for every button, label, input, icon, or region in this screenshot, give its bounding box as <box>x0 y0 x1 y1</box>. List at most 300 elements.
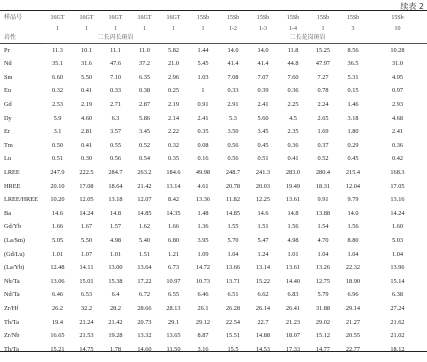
table-row <box>0 71 427 85</box>
table-cell: 2.14 <box>167 114 180 122</box>
table-cell: 29.02 <box>315 318 331 326</box>
row-label: Er <box>4 128 10 136</box>
table-cell: 283.0 <box>285 168 301 176</box>
table-row <box>0 98 427 112</box>
table-cell: 6.62 <box>257 291 269 299</box>
column-header: 16GT <box>137 14 152 21</box>
table-cell: 2.96 <box>167 73 180 81</box>
table-cell: 18.12 <box>390 345 405 353</box>
table-cell: 15.25 <box>315 46 331 54</box>
table-cell: 248.7 <box>225 168 241 176</box>
data-table <box>0 10 427 357</box>
table-cell: 1 <box>201 87 205 95</box>
table-cell: 31.0 <box>391 60 404 68</box>
table-cell: 10.73 <box>195 277 211 285</box>
row-label: Dy <box>4 114 12 122</box>
table-cell: 2.19 <box>80 101 93 109</box>
row-label: Eu <box>4 87 11 95</box>
table-cell: 5.45 <box>197 60 209 68</box>
table-cell: 41.4 <box>227 60 239 68</box>
table-cell: 2.91 <box>227 101 239 109</box>
table-cell: 27.24 <box>390 304 405 312</box>
row-label: Nd <box>4 60 12 68</box>
table-cell: 280.4 <box>315 168 331 176</box>
table-cell: 13.71 <box>225 277 241 285</box>
table-cell: 4.5 <box>289 114 297 122</box>
table-cell: 13.36 <box>195 196 211 204</box>
table-cell: 0.41 <box>80 141 93 149</box>
table-cell: 5.05 <box>51 236 64 244</box>
sub-column-header: 1 <box>56 25 59 32</box>
row-label: Nb/Ta <box>4 277 20 285</box>
table-cell: 10.97 <box>166 277 181 285</box>
table-cell: 20.73 <box>137 318 152 326</box>
table-cell: 2.22 <box>167 128 180 136</box>
table-cell: 12.04 <box>345 182 361 190</box>
table-cell: 13.26 <box>315 264 331 272</box>
table-cell: 5.50 <box>80 73 93 81</box>
table-cell: 5.3 <box>229 114 237 122</box>
table-cell: 6.73 <box>167 264 180 272</box>
table-row <box>0 112 427 126</box>
table-cell: 3.95 <box>197 236 209 244</box>
table-cell: 0.55 <box>109 141 122 149</box>
row-label: Th/Ta <box>4 318 19 326</box>
table-cell: 11.3 <box>52 46 63 54</box>
sub-column-header: 3 <box>351 25 355 32</box>
table-cell: 1.24 <box>257 250 269 258</box>
table-cell: 15.51 <box>225 332 241 340</box>
table-row <box>0 194 427 208</box>
table-cell: 4.61 <box>197 182 209 190</box>
table-cell: 3.18 <box>347 114 359 122</box>
table-cell: 1.55 <box>227 223 239 231</box>
table-cell: 1.03 <box>197 73 209 81</box>
table-cell: 1.54 <box>317 223 329 231</box>
row-label: Gd <box>4 101 12 109</box>
table-cell: 22.54 <box>225 318 241 326</box>
row-label: Sm <box>4 73 13 81</box>
row-label: Zr/Nb <box>4 332 20 340</box>
row-label: LREE <box>4 168 20 176</box>
table-cell: 0.25 <box>167 87 180 95</box>
table-cell: 11.8 <box>287 46 299 54</box>
table-cell: 18.90 <box>345 277 361 285</box>
table-cell: 0.56 <box>227 141 239 149</box>
table-cell: 0.32 <box>167 141 180 149</box>
table-cell: 7.10 <box>109 73 122 81</box>
table-cell: 21.02 <box>390 332 405 340</box>
table-cell: 6.55 <box>167 291 180 299</box>
table-cell: 6.51 <box>227 291 239 299</box>
table-cell: 14.6 <box>257 209 269 217</box>
column-header: 15Sb <box>316 14 330 21</box>
table-cell: 1.56 <box>287 223 299 231</box>
table-cell: 19.28 <box>108 332 123 340</box>
table-cell: 13.96 <box>390 264 405 272</box>
column-header: 15Sb <box>286 14 300 21</box>
table-cell: 22.77 <box>345 345 361 353</box>
table-cell: 2.65 <box>317 114 329 122</box>
table-cell: 0.42 <box>391 155 404 163</box>
table-row <box>0 248 427 262</box>
table-cell: 13.65 <box>166 332 181 340</box>
table-cell: 1.66 <box>167 223 180 231</box>
table-cell: 20.10 <box>50 182 65 190</box>
table-cell: 0.15 <box>347 87 359 95</box>
table-cell: 6.96 <box>347 291 359 299</box>
table-cell: 14.85 <box>137 209 152 217</box>
table-cell: 3.45 <box>257 128 269 136</box>
table-cell: 6.3 <box>111 114 120 122</box>
table-cell: 13.32 <box>137 332 152 340</box>
table-cell: 263.2 <box>137 168 152 176</box>
table-row <box>0 262 427 276</box>
table-cell: 21.27 <box>345 318 361 326</box>
table-cell: 0.45 <box>257 141 269 149</box>
table-row <box>0 316 427 330</box>
table-cell: 14.40 <box>285 277 301 285</box>
table-row <box>0 139 427 153</box>
table-cell: 2.25 <box>287 101 299 109</box>
table-cell: 20.55 <box>345 332 361 340</box>
table-cell: 14.60 <box>137 345 152 353</box>
table-cell: 37.2 <box>138 60 151 68</box>
table-cell: 0.56 <box>227 155 239 163</box>
table-cell: 1.21 <box>167 250 180 258</box>
table-cell: 1.44 <box>197 46 209 54</box>
table-cell: 12.75 <box>315 277 331 285</box>
table-cell: 5.82 <box>167 46 180 54</box>
table-cell: 12.05 <box>79 196 94 204</box>
table-cell: 0.52 <box>317 155 329 163</box>
table-cell: 6.4 <box>111 291 120 299</box>
table-cell: 15.21 <box>50 345 65 353</box>
table-cell: 1.56 <box>347 223 359 231</box>
row-label: Gd/Yb <box>4 223 22 231</box>
group-header-monzogranite: 二长花岗斑岩 <box>188 33 427 44</box>
table-cell: 2.81 <box>80 128 93 136</box>
table-cell: 15.01 <box>79 277 94 285</box>
table-cell: 10.1 <box>80 46 93 54</box>
table-cell: 1.46 <box>347 101 359 109</box>
table-cell: 0.51 <box>257 155 269 163</box>
table-cell: 11.0 <box>139 46 150 54</box>
table-cell: 9.91 <box>317 196 329 204</box>
sub-column-header: 1 <box>172 25 175 32</box>
sub-column-header: 1 <box>143 25 146 32</box>
table-cell: 21.42 <box>108 318 123 326</box>
group-header-monzodiorite: 二长闪长斑岩 <box>43 33 188 44</box>
table-row <box>0 275 427 289</box>
table-cell: 1.62 <box>138 223 151 231</box>
header-row <box>0 11 427 25</box>
table-cell: 0.29 <box>347 141 359 149</box>
table-cell: 10.20 <box>50 196 65 204</box>
table-cell: 47.6 <box>109 60 122 68</box>
table-cell: 31.88 <box>315 304 331 312</box>
table-cell: 13.61 <box>285 196 301 204</box>
table-cell: 1.57 <box>109 223 122 231</box>
table-cell: 4.68 <box>391 114 404 122</box>
table-cell: 26.14 <box>255 304 271 312</box>
table-cell: 21.0 <box>167 60 180 68</box>
table-cell: 3.50 <box>227 128 239 136</box>
row-label: (La/Sm) <box>4 236 25 244</box>
table-cell: 1.78 <box>109 345 122 353</box>
table-cell: 1.04 <box>227 250 239 258</box>
table-cell: 18.64 <box>108 182 123 190</box>
table-cell: 22.32 <box>345 264 361 272</box>
table-cell: 1.01 <box>287 250 299 258</box>
table-cell: 14.75 <box>79 345 94 353</box>
table-cell: 11.82 <box>226 196 240 204</box>
row-label: HREE <box>4 182 21 190</box>
table-row <box>0 166 427 180</box>
table-cell: 1.60 <box>391 223 404 231</box>
table-cell: 0.45 <box>347 155 359 163</box>
table-cell: 13.64 <box>137 264 152 272</box>
table-cell: 14.8 <box>109 209 122 217</box>
table-cell: 12.25 <box>255 196 271 204</box>
table-cell: 168.3 <box>390 168 405 176</box>
table-cell: 12.07 <box>137 196 152 204</box>
continued-label: 续表 2 <box>400 2 424 11</box>
table-cell: 29.14 <box>345 304 361 312</box>
table-cell: 14.72 <box>195 264 211 272</box>
table-cell: 17.33 <box>285 345 301 353</box>
table-cell: 1.07 <box>80 250 93 258</box>
sub-column-header: 1 <box>85 25 88 32</box>
table-cell: 2.35 <box>287 128 299 136</box>
table-cell: 44.8 <box>287 60 299 68</box>
sub-column-header: 1 <box>114 25 117 32</box>
table-cell: 1.01 <box>51 250 64 258</box>
table-cell: 13.14 <box>166 182 181 190</box>
row-label: Lu <box>4 155 11 163</box>
table-cell: 6.38 <box>391 291 404 299</box>
table-cell: 0.38 <box>138 87 151 95</box>
table-cell: 13.06 <box>50 277 65 285</box>
table-cell: 15.22 <box>255 277 271 285</box>
table-cell: 5.9 <box>53 114 62 122</box>
table-cell: 3.57 <box>109 128 122 136</box>
table-cell: 4.60 <box>80 114 93 122</box>
table-cell: 2.53 <box>51 101 64 109</box>
table-cell: 5.31 <box>347 73 359 81</box>
table-cell: 0.33 <box>109 87 122 95</box>
table-cell: 6.46 <box>51 291 64 299</box>
column-header: 15Sb <box>226 14 240 21</box>
sub-column-header: 1 <box>201 25 205 32</box>
sub-column-header: 10 <box>394 25 401 32</box>
column-header: 16GT <box>50 14 65 21</box>
table-cell: 0.54 <box>138 155 151 163</box>
table-cell: 29.1 <box>167 318 180 326</box>
table-cell: 4.98 <box>287 236 299 244</box>
table-cell: 26.1 <box>197 304 209 312</box>
table-cell: 21.24 <box>79 318 94 326</box>
table-cell: 6.72 <box>138 291 151 299</box>
table-cell: 9.79 <box>347 196 359 204</box>
column-header: 样品号 <box>4 14 23 21</box>
table-cell: 29.12 <box>195 318 211 326</box>
table-cell: 13.16 <box>390 196 405 204</box>
table-cell: 20.03 <box>255 182 271 190</box>
table-row <box>0 207 427 221</box>
subheader-row <box>0 24 427 33</box>
table-cell: 22.7 <box>257 318 269 326</box>
table-cell: 0.52 <box>138 141 151 149</box>
table-cell: 0.39 <box>257 87 269 95</box>
table-cell: 7.07 <box>257 73 269 81</box>
table-row <box>0 234 427 248</box>
table-cell: 2.24 <box>317 101 329 109</box>
table-cell: 17.05 <box>390 182 405 190</box>
table-cell: 17.22 <box>137 277 152 285</box>
table-cell: 21.62 <box>390 318 405 326</box>
table-cell: 0.30 <box>80 155 93 163</box>
table-cell: 14.6 <box>51 209 64 217</box>
row-label: Nd/Ta <box>4 291 20 299</box>
table-cell: 18.07 <box>285 332 301 340</box>
table-cell: 17.08 <box>79 182 94 190</box>
table-cell: 8.87 <box>197 332 209 340</box>
sub-column-header: 1-2 <box>229 25 237 32</box>
table-cell: 15.14 <box>390 277 405 285</box>
sub-column-header: 1-4 <box>289 25 297 32</box>
table-cell: 21.23 <box>285 318 301 326</box>
sub-column-header <box>0 24 43 33</box>
table-cell: 14.35 <box>166 209 181 217</box>
table-cell: 26.2 <box>51 304 64 312</box>
table-cell: 6.83 <box>287 291 299 299</box>
table-cell: 36.5 <box>347 60 359 68</box>
sub-column-header: 1 <box>321 25 325 32</box>
table-cell: 8.80 <box>347 236 359 244</box>
table-cell: 1.09 <box>197 250 209 258</box>
column-header: 15Sb <box>196 14 210 21</box>
table-cell: 2.93 <box>391 101 404 109</box>
table-cell: 47.97 <box>315 60 331 68</box>
table-cell: 1.48 <box>197 209 209 217</box>
table-cell: 0.35 <box>167 155 180 163</box>
table-cell: 0.32 <box>51 87 64 95</box>
column-header: 16GT <box>108 14 123 21</box>
table-cell: 32.2 <box>80 304 93 312</box>
table-cell: 1.51 <box>138 250 151 258</box>
table-cell: 2.41 <box>391 128 404 136</box>
table-cell: 0.36 <box>287 141 299 149</box>
table-cell: 3.1 <box>53 128 62 136</box>
table-cell: 222.5 <box>79 168 94 176</box>
sub-column-header: 1-3 <box>259 25 267 32</box>
table-cell: 14.24 <box>79 209 94 217</box>
table-cell: 15.5 <box>227 345 239 353</box>
table-cell: 28.13 <box>166 304 181 312</box>
table-cell: 0.36 <box>391 141 404 149</box>
table-cell: 215.4 <box>345 168 361 176</box>
table-cell: 247.9 <box>50 168 65 176</box>
table-cell: 0.41 <box>80 87 93 95</box>
table-cell: 14.88 <box>255 332 271 340</box>
table-cell: 14.0 <box>347 209 359 217</box>
row-label: Th/Ta <box>4 345 19 353</box>
bottom-rule <box>0 351 427 352</box>
table-cell: 0.41 <box>287 155 299 163</box>
table-cell: 241.3 <box>255 168 271 176</box>
table-cell: 5.70 <box>227 236 239 244</box>
table-cell: 13.61 <box>285 264 301 272</box>
table-cell: 6.80 <box>167 236 180 244</box>
table-cell: 7.60 <box>287 73 299 81</box>
table-cell: 14.8 <box>287 209 299 217</box>
row-label: (La/Yb) <box>4 264 25 272</box>
column-header: 15Sb <box>391 14 404 21</box>
table-cell: 14.53 <box>255 345 271 353</box>
table-cell: 14.77 <box>315 345 331 353</box>
table-cell: 1.51 <box>257 223 269 231</box>
table-cell: 1.01 <box>109 250 122 258</box>
table-cell: 1.04 <box>317 250 329 258</box>
table-cell: 2.41 <box>197 114 209 122</box>
table-cell: 14.85 <box>225 209 241 217</box>
table-cell: 1.36 <box>197 223 209 231</box>
table-cell: 0.36 <box>287 87 299 95</box>
table-cell: 8.42 <box>167 196 180 204</box>
table-cell: 35.1 <box>51 60 64 68</box>
table-cell: 18.31 <box>315 182 331 190</box>
table-cell: 11.50 <box>166 345 181 353</box>
table-cell: 7.08 <box>227 73 239 81</box>
table-cell: 28.66 <box>137 304 152 312</box>
table-cell: 13.00 <box>108 264 123 272</box>
table-cell: 1.04 <box>347 250 359 258</box>
table-cell: 7.27 <box>317 73 329 81</box>
table-cell: 14.24 <box>390 209 405 217</box>
table-cell: 41.4 <box>257 60 269 68</box>
row-label: LREE/HREE <box>4 196 38 204</box>
table-cell: 2.19 <box>167 101 180 109</box>
table-cell: 0.33 <box>227 87 239 95</box>
table-cell: 14.0 <box>257 46 269 54</box>
table-row <box>0 58 427 72</box>
table-cell: 16.65 <box>50 332 65 340</box>
table-cell: 0.56 <box>109 155 122 163</box>
table-cell: 5.40 <box>138 236 151 244</box>
table-row <box>0 302 427 316</box>
table-cell: 13.66 <box>225 264 241 272</box>
table-cell: 3.16 <box>197 345 209 353</box>
table-cell: 5.86 <box>138 114 151 122</box>
table-cell: 5.79 <box>317 291 329 299</box>
column-header: 16GT <box>79 14 94 21</box>
table-cell: 19.4 <box>51 318 64 326</box>
group-header-row <box>0 33 427 44</box>
table-cell: 2.87 <box>138 101 151 109</box>
table-cell: 0.16 <box>197 155 209 163</box>
column-header: 15Sb <box>256 14 270 21</box>
table-cell: 1.66 <box>51 223 64 231</box>
table-cell: 10.28 <box>390 46 405 54</box>
table-cell: 26.41 <box>285 304 301 312</box>
table-cell: 4.98 <box>109 236 122 244</box>
table-cell: 5.50 <box>80 236 93 244</box>
table-row <box>0 343 427 357</box>
table-cell: 14.0 <box>227 46 239 54</box>
table-row <box>0 289 427 303</box>
table-cell: 2.71 <box>109 101 122 109</box>
